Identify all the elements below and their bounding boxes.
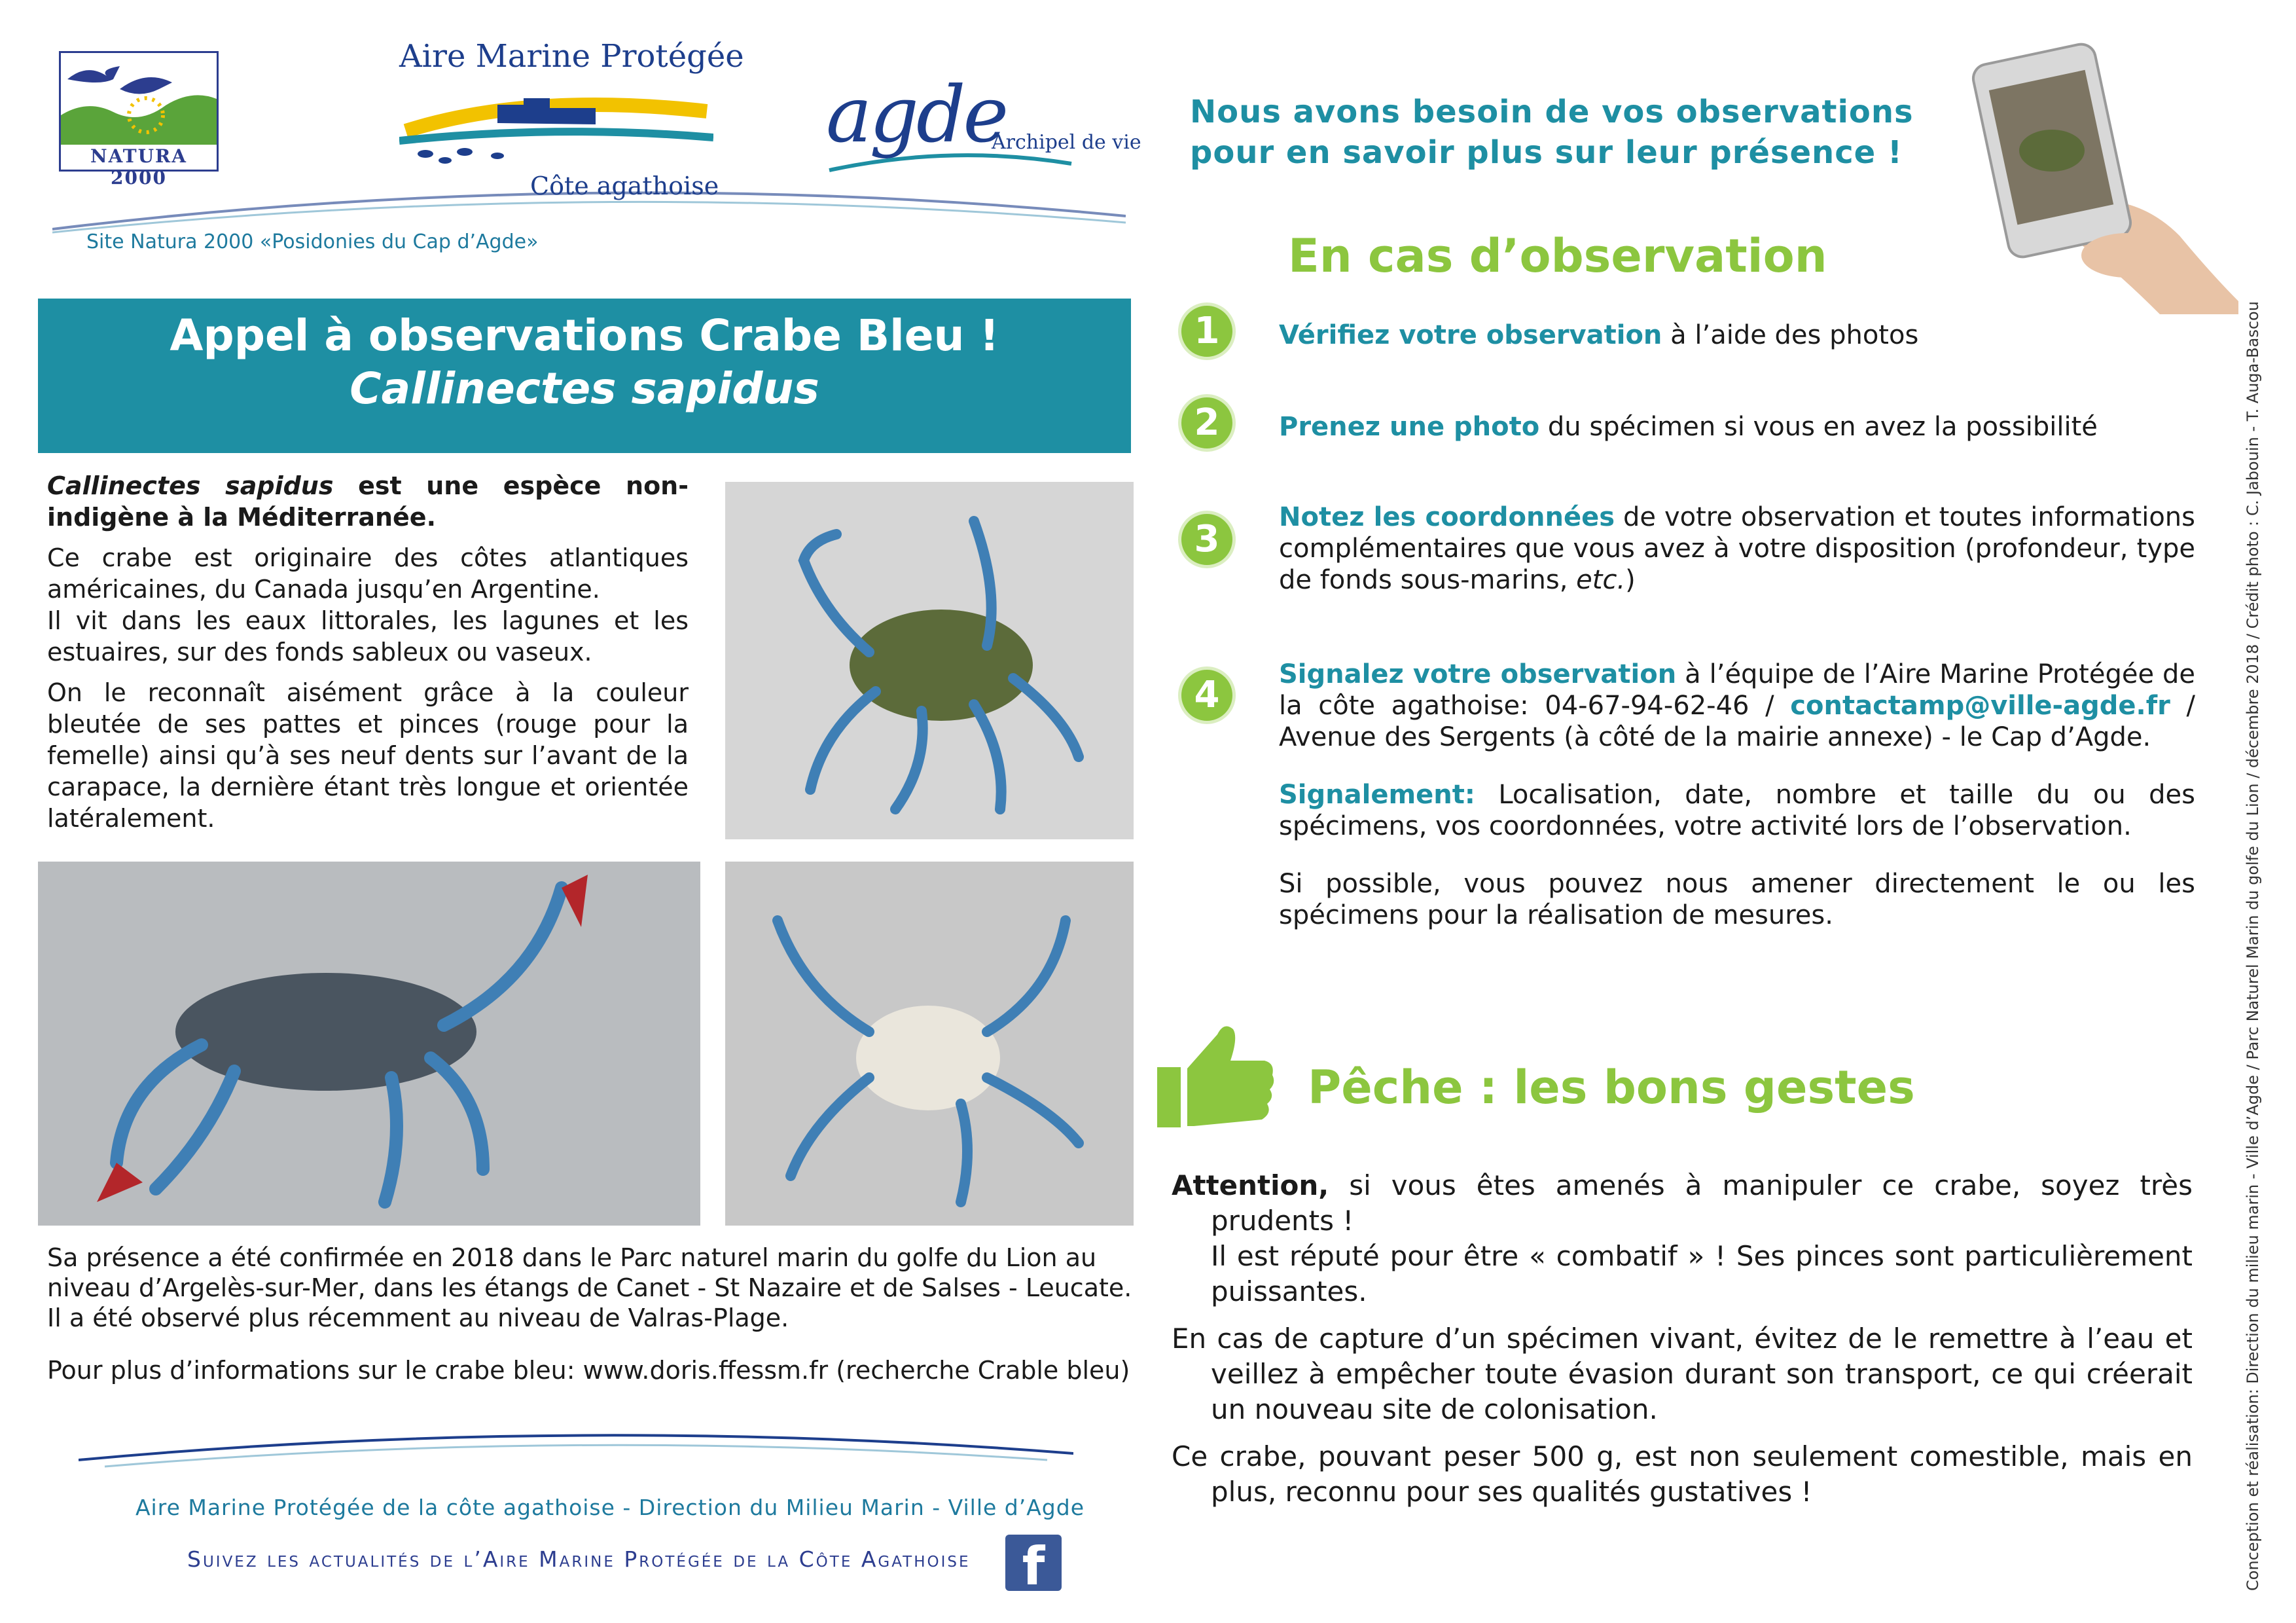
more-info-paragraph: Pour plus d’informations sur le crabe bleu: www.doris.ffessm.fr (recherche Crable bleu) (47, 1356, 1130, 1385)
signalement-text: Localisation, date, nombre et taille du ou des spécimens, vos coordonnées, votre activité lors de l’observation. (1279, 780, 2195, 841)
contact-phone[interactable]: 04-67-94-62-46 (1545, 691, 1749, 721)
title-banner (38, 299, 1131, 453)
crab-photo-underside (725, 862, 1134, 1226)
step-4-bold: Signalez votre observation (1279, 659, 1677, 689)
combatif-text: Il est réputé pour être « combatif » ! Ses pinces sont particulièrement puissantes. (1211, 1240, 2193, 1307)
agde-swoosh-icon (826, 151, 1075, 177)
step-3-rest: de votre observation et toutes informations complémentaires que vous avez à votre disposition (profondeur, type de fonds sous-marins, (1279, 502, 2195, 595)
step-3-em: etc. (1576, 565, 1626, 595)
step-1-bold: Vérifiez votre observation (1279, 320, 1662, 350)
amp-logo-subtitle: Côte agathoise (530, 172, 719, 200)
credit-vertical: Conception et réalisation: Direction du milieu marin - Ville d’Agde / Parc Naturel Marin du golfe du Lion / décembre 2018 / Crédit photo : C. Jabouin - T. Auga-Bascou (2244, 301, 2262, 1591)
contact-email-link[interactable]: contactamp@ville-agde.fr (1790, 691, 2170, 721)
crab-photo-top (725, 482, 1134, 839)
needs-text: Nous avons besoin de vos observations pour en savoir plus sur leur présence ! (1190, 94, 1914, 171)
capture-paragraph: En cas de capture d’un spécimen vivant, évitez de le remettre à l’eau et veillez à empêcher toute évasion durant son transport, ce qui créerait un nouveau site de colonisation. (1172, 1322, 2193, 1425)
thumbs-up-icon (1152, 1021, 1276, 1133)
banner-title: Appel à observations Crabe Bleu ! (170, 310, 999, 361)
header-swoosh (52, 177, 1126, 236)
intro-p3: Il vit dans les eaux littorales, les lagunes et les estuaires, sur des fonds sableux ou vaseux. (47, 606, 689, 666)
banner-species: Callinectes sapidus (350, 363, 819, 414)
intro-origin (47, 542, 689, 668)
attention-paragraph (1172, 1168, 2193, 1309)
intro-lead (47, 470, 689, 533)
step-3-text (1279, 501, 2195, 596)
amp-logo-title: Aire Marine Protégée (399, 38, 744, 75)
intro-p2: Ce crabe est originaire des côtes atlantiques américaines, du Canada jusqu’en Argentine. (47, 543, 689, 604)
footer-orgs: Aire Marine Protégée de la côte agathoise - Direction du Milieu Marin - Ville d’Agde (135, 1495, 1085, 1520)
step-3-tail: ) (1625, 565, 1636, 595)
intro-identification: On le reconnaît aisément grâce à la couleur bleutée de ses pattes et pinces (rouge pour la femelle) ainsi qu’à ses neuf dents sur l’avant de la carapace, la dernière étant très longue et orientée latéralement. (47, 678, 689, 833)
intro-lead-rest: est une espèce non-indigène à la Méditerranée. (47, 471, 689, 532)
si-possible-paragraph: Si possible, vous pouvez nous amener directement le ou les spécimens pour la réalisation de mesures. (1279, 869, 2195, 930)
step-4-badge: 4 (1178, 666, 1236, 724)
contact-sep: / (1749, 691, 1791, 721)
intro-lead-species: Callinectes sapidus (47, 471, 334, 500)
comestible-paragraph: Ce crabe, pouvant peser 500 g, est non seulement comestible, mais en plus, reconnu pour ses qualités gustatives ! (1172, 1440, 2193, 1508)
attention-text: si vous êtes amenés à manipuler ce crabe, soyez très prudents ! (1211, 1169, 2193, 1237)
footer-swoosh (79, 1427, 1073, 1473)
step-1-badge: 1 (1178, 302, 1236, 360)
amp-logo-icon (399, 79, 713, 170)
agde-logo-icon: agde (826, 69, 1007, 160)
peche-text (1172, 1168, 2193, 1522)
step-2-rest: du spécimen si vous en avez la possibilité (1539, 412, 2098, 442)
attention-label: Attention, (1172, 1169, 1329, 1201)
step-4-rest: à l’équipe de l’Aire Marine Protégée de la côte agathoise: (1279, 659, 2195, 721)
observation-title: En cas d’observation (1288, 229, 1827, 283)
step-1-rest: à l’aide des photos (1662, 320, 1919, 350)
step-2-text (1279, 411, 2195, 443)
step-1-text (1279, 319, 2195, 351)
step-3-bold: Notez les coordonnées (1279, 502, 1615, 532)
step-4-tail: / Avenue des Sergents (à côté de la mairie annexe) - le Cap d’Agde. (1279, 691, 2195, 752)
step-2-bold: Prenez une photo (1279, 412, 1540, 442)
peche-title: Pêche : les bons gestes (1308, 1061, 1915, 1114)
agde-tagline: Archipel de vie (992, 131, 1141, 154)
presence-text (47, 1243, 1134, 1408)
step-4-paragraph (1279, 659, 2195, 753)
footer-follow: Suivez les actualités de l’Aire Marine Protégée de la Côte Agathoise (187, 1546, 971, 1572)
signalement-label: Signalement: (1279, 780, 1475, 810)
site-natura-label: Site Natura 2000 «Posidonies du Cap d’Agde» (86, 230, 539, 253)
facebook-icon[interactable]: f (1005, 1535, 1062, 1591)
presence-paragraph: Sa présence a été confirmée en 2018 dans le Parc naturel marin du golfe du Lion au niveau d’Argelès-sur-Mer, dans les étangs de Canet - St Nazaire et de Salses - Leucate. Il a été observé plus récemment au niveau de Valras-Plage. (47, 1243, 1132, 1332)
crab-photo-female (38, 862, 700, 1226)
signalement-paragraph (1279, 779, 2195, 842)
natura2000-label: NATURA 2000 (90, 145, 188, 189)
step-4-text (1279, 659, 2195, 957)
step-2-badge: 2 (1178, 394, 1236, 452)
phone-in-hand-icon (1964, 39, 2238, 314)
intro-text (47, 470, 689, 843)
step-3-badge: 3 (1178, 511, 1236, 568)
